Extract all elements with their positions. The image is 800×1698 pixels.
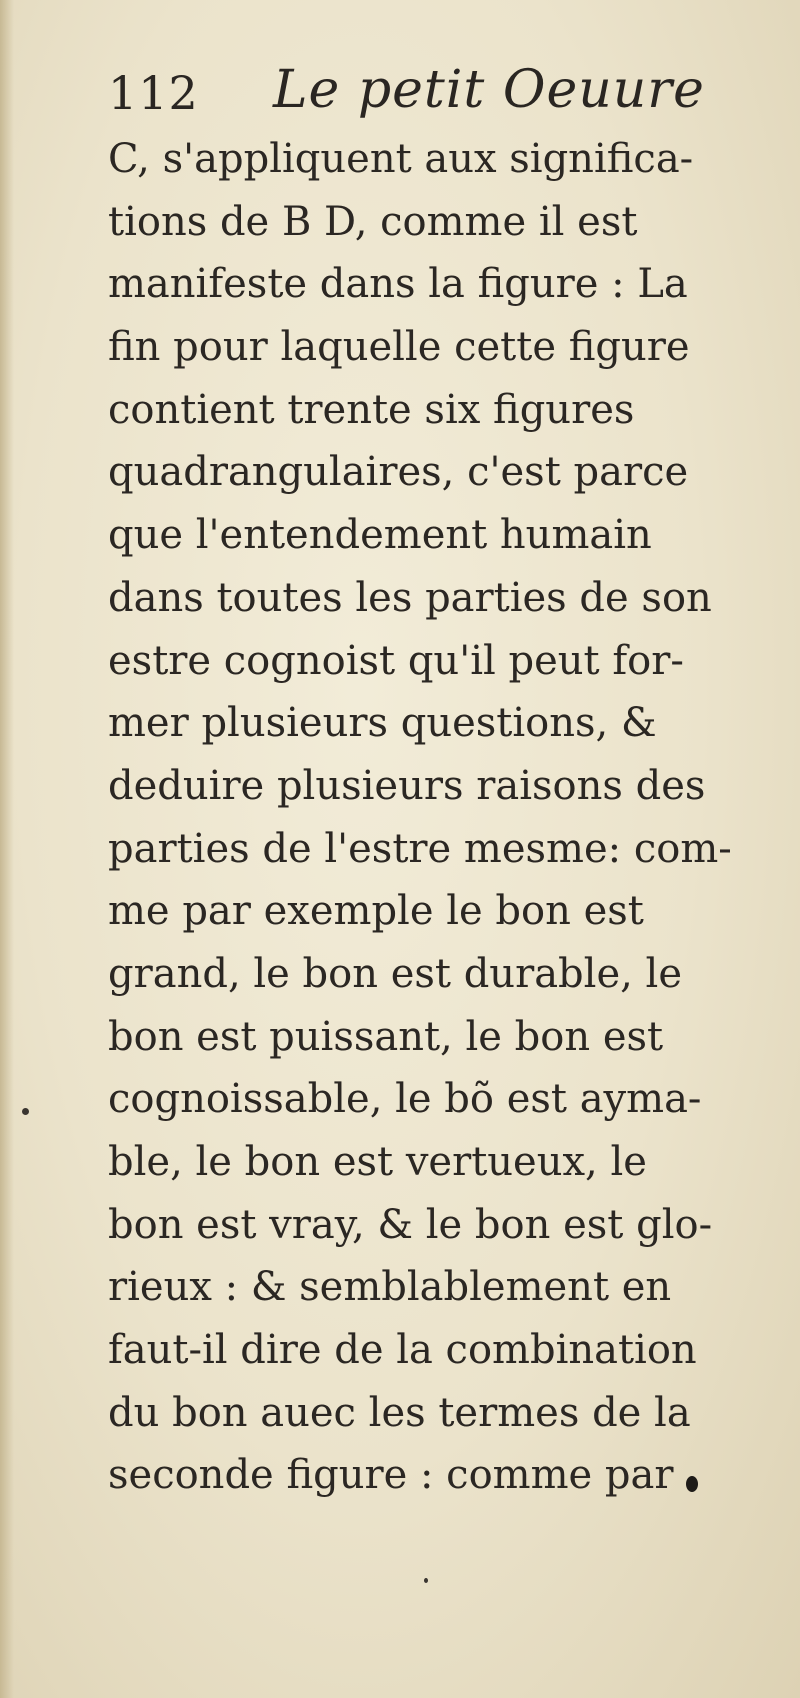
text-line: cognoissable, le bõ est ayma- — [108, 1076, 702, 1123]
text-line: quadrangulaires, c'est parce — [108, 449, 689, 496]
page-edge-shadow — [0, 0, 14, 1698]
ink-speck — [424, 1578, 428, 1583]
text-line: bon est puissant, le bon est — [108, 1013, 664, 1060]
text-line: parties de l'estre mesme: com- — [108, 825, 732, 872]
text-line: estre cognoist qu'il peut for- — [108, 637, 684, 684]
text-line: rieux : & semblablement en — [108, 1264, 672, 1311]
text-line: grand, le bon est durable, le — [108, 950, 683, 997]
text-line: bon est vray, & le bon est glo- — [108, 1201, 713, 1248]
text-line: faut-il dire de la combination — [108, 1327, 697, 1374]
text-line: deduire plusieurs raisons des — [108, 762, 706, 809]
text-line: du bon auec les termes de la — [108, 1389, 691, 1436]
body-text — [108, 128, 768, 1507]
text-line: tions de B D, comme il est — [108, 198, 638, 245]
ink-speck — [22, 1108, 29, 1115]
text-line: contient trente six figures — [108, 386, 635, 433]
text-line: C, s'appliquent aux significa- — [108, 136, 694, 182]
text-line: manifeste dans la figure : La — [108, 261, 688, 308]
text-line: me par exemple le bon est — [108, 888, 644, 935]
text-line: que l'entendement humain — [108, 512, 652, 559]
text-line: fin pour laquelle cette figure — [108, 324, 690, 371]
text-line: dans toutes les parties de son — [108, 574, 712, 621]
running-title: Le petit Oeuure — [273, 60, 705, 120]
text-line: seconde figure : comme par — [108, 1452, 674, 1499]
page-header — [108, 58, 748, 128]
text-line: mer plusieurs questions, & — [108, 700, 657, 747]
text-line: ble, le bon est vertueux, le — [108, 1139, 647, 1185]
page-number: 112 — [108, 66, 199, 120]
ink-speck — [686, 1476, 698, 1492]
